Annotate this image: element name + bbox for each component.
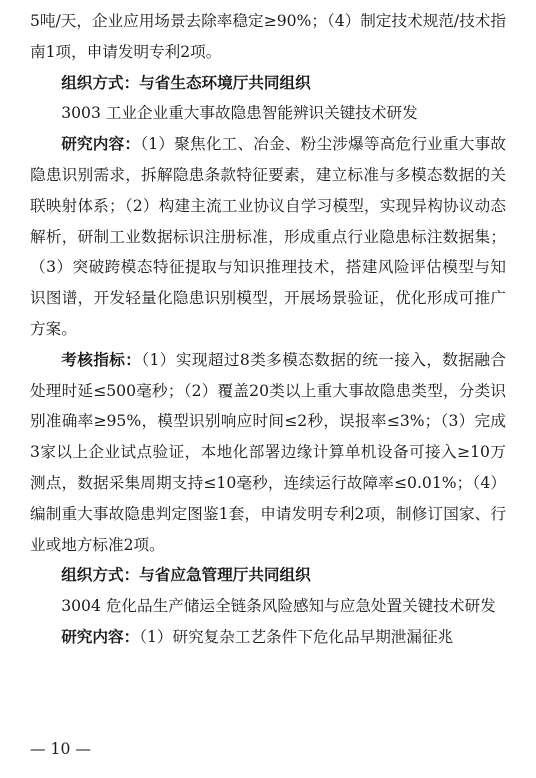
assessment-text: （1）实现超过8类多模态数据的统一接入，数据融合处理时延≤500毫秒；（2）覆盖20类以上重大事故隐患类型，分类识别准确率≥95%，模型识别响应时间≤2秒，误报率≤3%；（3）完成3家以上企业试点验证，本地化部署边缘计算单机设备可接入≥10万测点，数据采集周期支持≤10毫秒，连续运行故障率≤0.01%；（4）编制重大事故隐患判定图鉴1套，申请发明专利2项，制修订国家、行业或地方标准2项。 — [30, 350, 506, 554]
research-paragraph-1 — [30, 129, 506, 345]
assessment-label: 考核指标： — [61, 350, 142, 369]
project-title-3003: 3003 工业企业重大事故隐患智能辨识关键技术研发 — [61, 104, 418, 123]
page-number: — 10 — — [30, 740, 91, 758]
organization-line-1: 组织方式：与省生态环境厅共同组织 — [61, 73, 311, 92]
research-text-1: （1）聚焦化工、冶金、粉尘涉爆等高危行业重大事故隐患识别需求，拆解隐患条款特征要素，建立标准与多模态数据的关联映射体系；（2）构建主流工业协议自学习模型，实现异构协议动态解析，研制工业数据标识注册标准，形成重点行业隐患标注数据集；（3）突破跨模态特征提取与知识推理技术，搭建风险评估模型与知识图谱，开发轻量化隐患识别模型，开展场景验证，优化形成可推广方案。 — [30, 135, 506, 338]
page-content — [30, 6, 506, 653]
intro-paragraph: 5吨/天，企业应用场景去除率稳定≥90%；（4）制定技术规范/技术指南1项，申请发明专利2项。 — [30, 12, 506, 61]
assessment-paragraph — [30, 345, 506, 561]
research-label-1: 研究内容： — [61, 135, 141, 154]
project-title-3004: 3004 危化品生产储运全链条风险感知与应急处置关键技术研发 — [61, 597, 496, 616]
research-text-2: （1）研究复杂工艺条件下危化品早期泄漏征兆 — [139, 627, 454, 646]
research-label-2: 研究内容： — [61, 627, 140, 646]
research-paragraph-2 — [30, 622, 506, 653]
organization-line-2: 组织方式：与省应急管理厅共同组织 — [61, 566, 311, 585]
